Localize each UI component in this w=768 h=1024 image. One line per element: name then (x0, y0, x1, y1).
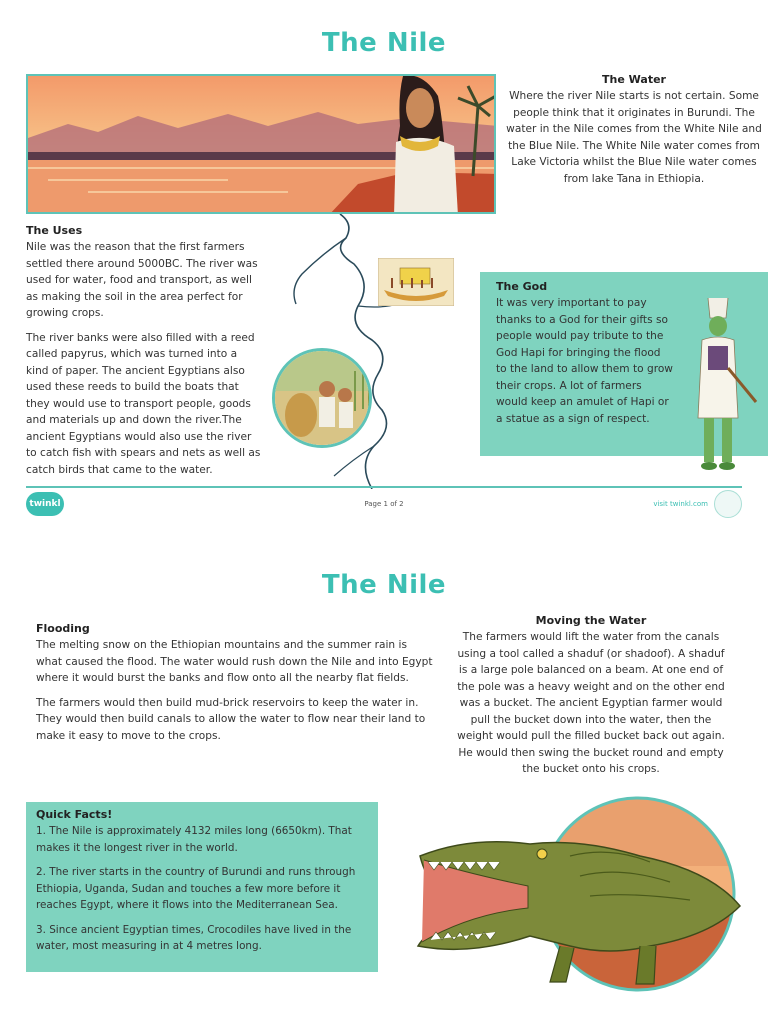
moving-text: The farmers would lift the water from the canals using a tool called a shaduf (or shadoof). A shaduf is a large pole balanced on a beam. At one end of the pole was a heavy weight and on the other end was a bucket. The ancient Egyptian farmer would pull the bucket down into the water, then the weight would pull the filled bucket back out again. He would then swing the bucket round and empty the bucket onto his crops. (457, 631, 725, 775)
nile-sunset-illustration (26, 74, 496, 214)
moving-water-section (456, 614, 726, 778)
facts-heading: Quick Facts! (36, 808, 113, 821)
river-map-outline (262, 214, 472, 489)
crocodile-illustration (410, 796, 750, 996)
egyptian-boat-illustration (378, 258, 454, 306)
water-text: Where the river Nile starts is not certain. Some people think that it originates in Burundi. The water in the Nile comes from the White Nile and the Blue Nile. The White Nile water comes from Lake Victoria whilst the Blue Nile water comes from lake Tana in Ethiopia. (506, 90, 762, 185)
uses-para-2: The river banks were also filled with a reed called papyrus, which was turned into a kind of paper. The ancient Egyptians also used these reeds to build the boats that they would use to transport people, goods and materials up and down the river.The ancient Egyptians would also use the river to catch fish with spears and nets as well as catch birds that came to the water. (26, 331, 261, 476)
water-section (500, 73, 768, 187)
page-number: Page 1 of 2 (364, 500, 404, 508)
god-text: It was very important to pay thanks to a God for their gifts so people would pay tribute to the God Hapi for bringing the flood to the land to allow them to grow their crops. A lot of farmers would keep an amulet of Hapi or a statue as a sign of respect. (496, 297, 673, 425)
quick-facts-panel (26, 802, 378, 972)
page-footer (26, 486, 742, 520)
god-heading: The God (496, 280, 548, 293)
water-heading: The Water (602, 73, 666, 86)
moving-heading: Moving the Water (535, 614, 647, 627)
fact-3: 3. Since ancient Egyptian times, Crocodiles have lived in the water, most measuring in at 4 metres long. (36, 923, 352, 952)
flooding-heading: Flooding (36, 622, 90, 635)
uses-heading: The Uses (26, 224, 83, 237)
flooding-para-2: The farmers would then build mud-brick reservoirs to keep the water in. They would then build canals to allow the water to flow near their land to make it easy to move to the crops. (36, 696, 426, 742)
twinkl-logo[interactable]: twinkl (26, 492, 64, 516)
papyrus-harvest-illustration (272, 348, 372, 448)
visit-link[interactable]: visit twinkl.com (653, 500, 708, 508)
fact-1: 1. The Nile is approximately 4132 miles long (6650km). That makes it the longest river in the world. (36, 825, 352, 854)
god-panel (480, 272, 768, 456)
page-title: The Nile (321, 28, 447, 58)
fact-2: 2. The river starts in the country of Burundi and runs through Ethiopia, Uganda, Sudan and touches a few more before it reaches Egypt, where it flows into the Mediterranean Sea. (36, 866, 356, 911)
flooding-para-1: The melting snow on the Ethiopian mountains and the summer rain is what caused the flood. The water would rush down the Nile and into Egypt where it would burst the banks and flow onto all the nearby flat fields. (36, 639, 433, 684)
uses-section (26, 224, 262, 478)
page-title-2: The Nile (321, 570, 447, 600)
uses-para-1: Nile was the reason that the first farmers settled there around 5000BC. The river was used for water, food and transport, as well as making the soil in the area perfect for growing crops. (26, 241, 258, 319)
flooding-section (36, 622, 436, 744)
quality-badge-icon (714, 490, 742, 518)
hapi-figure-illustration (678, 298, 758, 476)
